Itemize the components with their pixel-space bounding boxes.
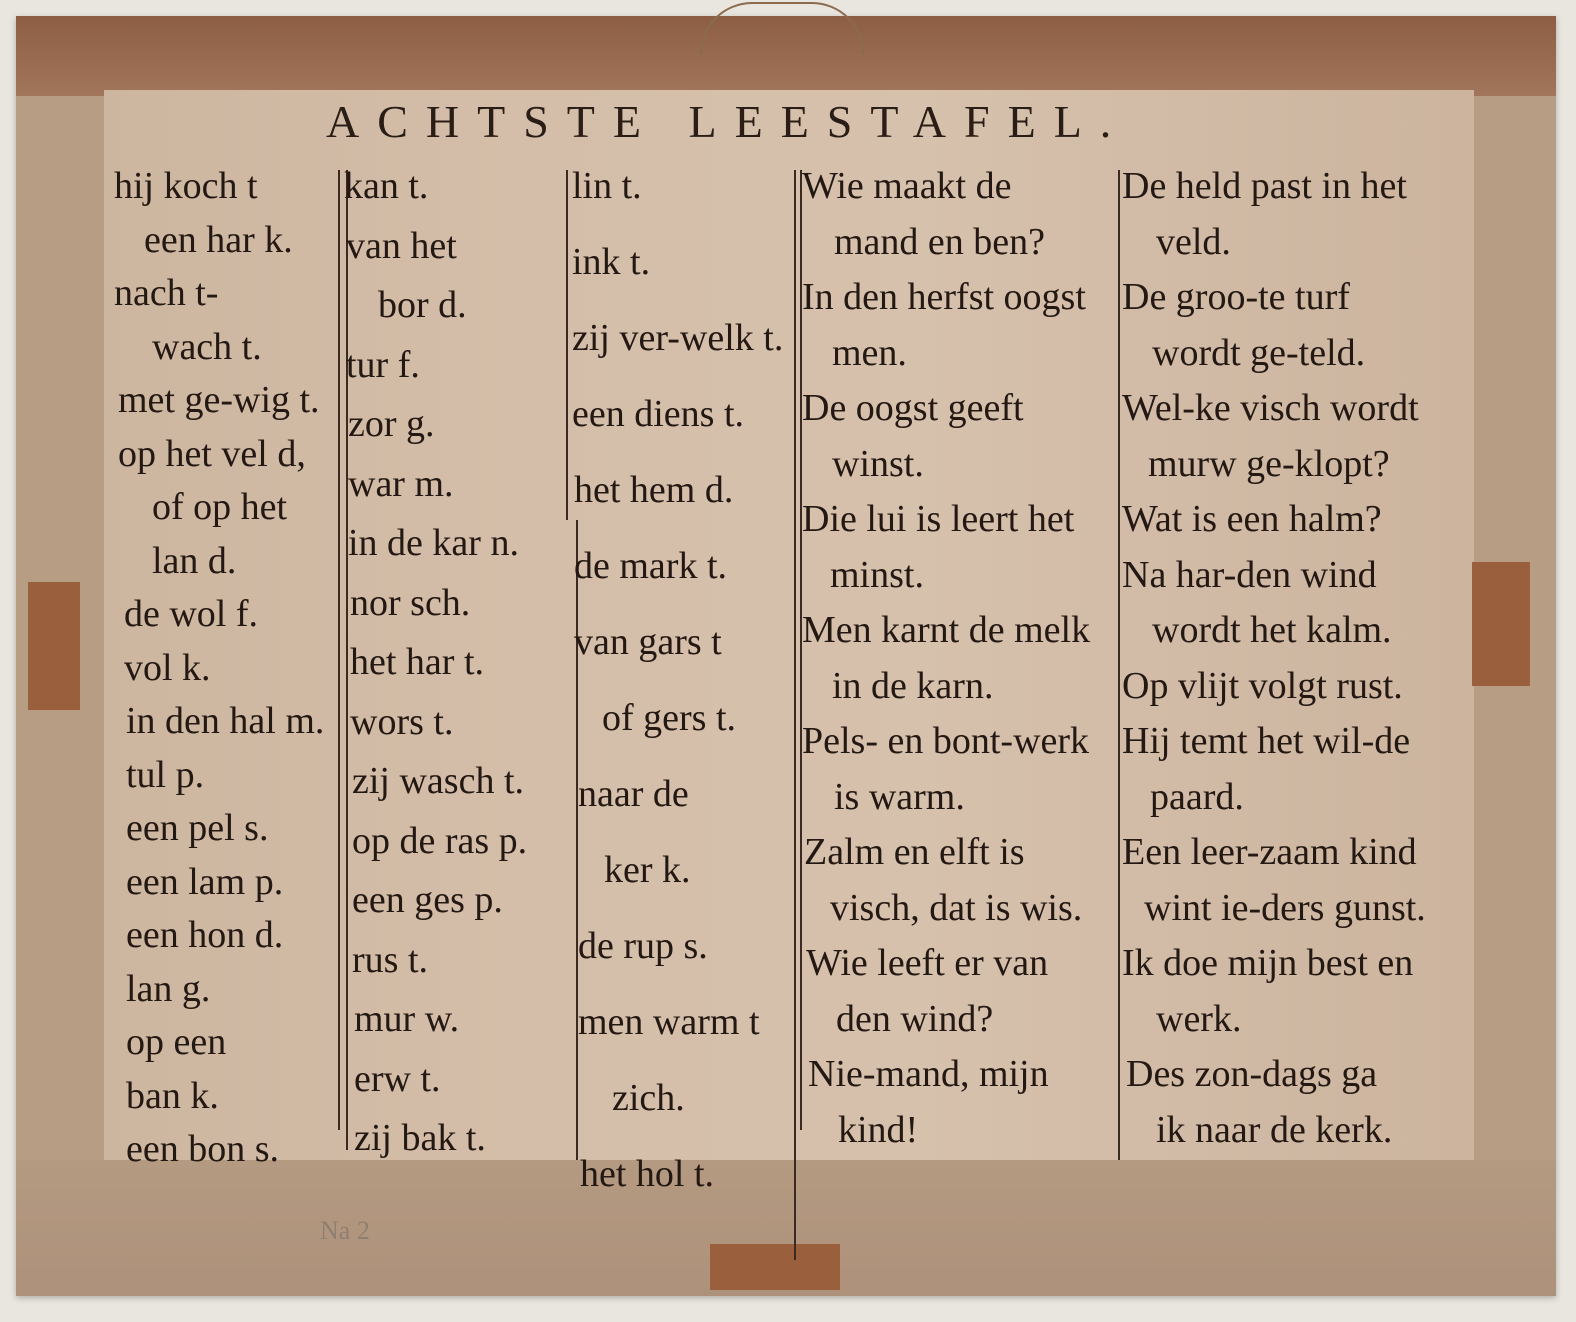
text-line: met ge-wig t.: [118, 379, 320, 421]
pencil-note: Na 2: [320, 1216, 370, 1245]
text-line: op het vel d,: [118, 432, 306, 475]
text-line: De held past in het: [1122, 165, 1407, 207]
text-line: Op vlijt volgt rust.: [1122, 664, 1403, 707]
text-line: men warm t: [578, 1001, 760, 1043]
text-line: zij wasch t.: [352, 760, 525, 802]
text-line: paard.: [1150, 775, 1244, 818]
text-line: een lam p.: [126, 860, 284, 903]
text-line: Een leer-zaam kind: [1122, 831, 1417, 873]
text-line: lin t.: [572, 165, 642, 207]
text-line: van het: [346, 224, 457, 267]
text-line: Wat is een halm?: [1122, 498, 1382, 540]
text-line: Zalm en elft is: [804, 831, 1025, 873]
text-line: of gers t.: [602, 697, 737, 739]
text-line: in de karn.: [832, 664, 994, 707]
text-line: een har k.: [144, 218, 293, 261]
text-line: wach t.: [152, 325, 262, 368]
text-line: een hon d.: [126, 914, 284, 956]
text-line: op de ras p.: [352, 819, 528, 862]
text-line: op een: [126, 1021, 227, 1063]
right-tab: [1472, 562, 1530, 686]
text-line: naar de: [578, 773, 689, 815]
text-line: ik naar de kerk.: [1156, 1108, 1393, 1151]
chart-title: ACHTSTE LEESTAFEL.: [326, 96, 1130, 147]
text-line: tur f.: [346, 343, 420, 386]
text-line: vol k.: [124, 646, 211, 689]
column-divider: [346, 170, 348, 1150]
text-line: Nie-mand, mijn: [808, 1053, 1049, 1095]
text-line: nach t-: [114, 272, 219, 314]
text-line: Na har-den wind: [1122, 553, 1377, 596]
text-line: Des zon-dags ga: [1126, 1053, 1378, 1095]
text-line: zor g.: [348, 403, 435, 445]
text-line: ker k.: [604, 849, 691, 891]
text-line: men.: [832, 331, 907, 374]
text-line: rus t.: [352, 938, 428, 981]
column-divider: [576, 520, 578, 1160]
text-line: Wie leeft er van: [806, 942, 1049, 984]
text-line: murw ge-klopt?: [1148, 442, 1390, 485]
text-line: wordt het kalm.: [1152, 609, 1392, 651]
text-line: zich.: [612, 1077, 685, 1119]
text-line: ban k.: [126, 1074, 219, 1117]
text-line: kind!: [838, 1108, 919, 1151]
text-line: een ges p.: [352, 879, 503, 921]
text-line: het har t.: [350, 641, 485, 683]
bottom-tab: [710, 1244, 840, 1290]
text-line: nor sch.: [350, 581, 471, 624]
column-divider: [338, 170, 340, 1130]
text-line: Die lui is leert het: [802, 498, 1075, 540]
text-line: in den hal m.: [126, 700, 325, 742]
text-line: is warm.: [834, 775, 965, 818]
text-line: wordt ge-teld.: [1152, 331, 1366, 374]
text-line: visch, dat is wis.: [830, 886, 1083, 929]
text-line: de wol f.: [124, 593, 259, 635]
text-line: winst.: [832, 442, 924, 485]
text-line: het hem d.: [574, 469, 734, 511]
text-line: Men karnt de melk: [802, 609, 1091, 651]
text-line: De groo-te turf: [1122, 276, 1350, 318]
text-line: minst.: [830, 553, 924, 596]
column-divider: [566, 170, 568, 520]
text-line: zij ver-welk t.: [572, 317, 784, 359]
text-line: van gars t: [574, 621, 722, 663]
text-line: Hij temt het wil-de: [1122, 720, 1411, 762]
text-line: mur w.: [354, 998, 460, 1040]
hanging-string: [700, 2, 864, 54]
text-line: in de kar n.: [348, 522, 519, 564]
text-line: wors t.: [350, 700, 454, 743]
text-line: de mark t.: [574, 545, 728, 587]
text-line: Ik doe mijn best en: [1122, 942, 1414, 984]
column-divider: [794, 170, 796, 1260]
text-line: het hol t.: [580, 1153, 715, 1195]
text-line: wint ie-ders gunst.: [1144, 886, 1426, 929]
text-line: bor d.: [378, 284, 467, 326]
left-tab: [28, 582, 80, 710]
text-line: een pel s.: [126, 807, 269, 849]
text-line: zij bak t.: [354, 1117, 486, 1159]
text-line: een bon s.: [126, 1128, 280, 1170]
text-line: hij koch t: [114, 165, 258, 207]
text-line: lan d.: [152, 539, 237, 582]
text-line: lan g.: [126, 967, 211, 1010]
text-line: erw t.: [354, 1057, 441, 1100]
text-line: of op het: [152, 486, 288, 528]
text-line: mand en ben?: [834, 220, 1046, 263]
text-line: tul p.: [126, 753, 205, 796]
text-line: werk.: [1156, 997, 1242, 1040]
text-line: ink t.: [572, 241, 651, 283]
text-line: Wel-ke visch wordt: [1122, 387, 1419, 429]
text-line: Wie maakt de: [802, 165, 1012, 207]
text-line: In den herfst oogst: [802, 276, 1086, 318]
text-line: den wind?: [836, 997, 994, 1040]
text-line: Pels- en bont-werk: [802, 720, 1090, 762]
text-line: De oogst geeft: [802, 387, 1024, 429]
text-line: kan t.: [344, 165, 429, 207]
text-line: een diens t.: [572, 393, 745, 435]
column-divider: [1118, 170, 1120, 1160]
text-line: veld.: [1156, 220, 1231, 263]
text-line: de rup s.: [578, 925, 708, 967]
text-line: war m.: [348, 462, 454, 505]
